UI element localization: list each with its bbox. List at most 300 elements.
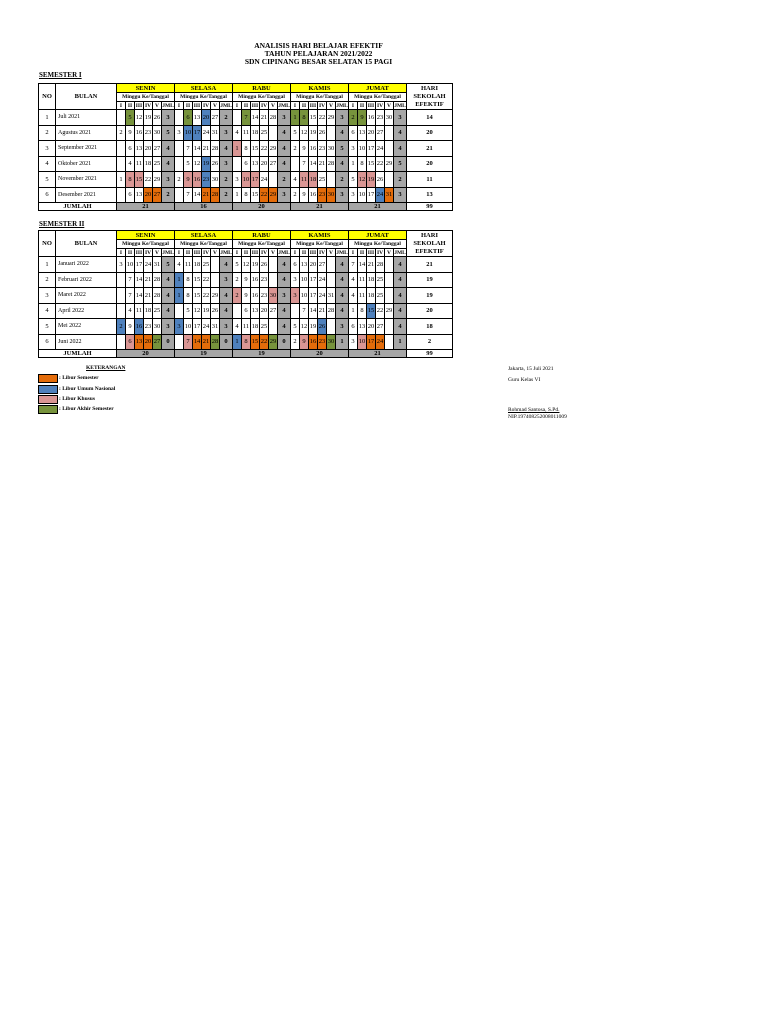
date-cell: 1	[233, 187, 242, 203]
date-cell	[117, 156, 126, 172]
minggu-header: Minggu Ke/Tanggal	[233, 240, 291, 249]
date-cell: 15	[251, 334, 260, 350]
date-cell: 9	[126, 319, 135, 335]
date-cell: 24	[376, 187, 385, 203]
date-cell: 20	[260, 303, 269, 319]
jml-cell: 4	[394, 319, 407, 335]
date-cell: 28	[153, 272, 162, 288]
jumlah-label: JUMLAH	[39, 350, 117, 358]
date-cell	[175, 187, 184, 203]
date-cell: 3	[291, 272, 300, 288]
date-cell: 14	[358, 257, 367, 273]
date-cell	[269, 125, 278, 141]
date-cell: 19	[309, 125, 318, 141]
date-cell: 16	[251, 288, 260, 304]
date-cell: 5	[233, 257, 242, 273]
date-cell: 18	[367, 272, 376, 288]
jml-cell: 4	[278, 141, 291, 157]
date-cell: 12	[300, 125, 309, 141]
jml-cell: 4	[394, 272, 407, 288]
date-cell	[269, 272, 278, 288]
jml-cell: 3	[220, 319, 233, 335]
date-cell	[175, 303, 184, 319]
date-cell: 18	[251, 125, 260, 141]
hari-efektif-cell: 13	[407, 187, 453, 203]
jml-header: JML	[394, 249, 406, 256]
date-cell: 28	[269, 110, 278, 126]
date-cell: 20	[144, 141, 153, 157]
date-cell: 18	[251, 319, 260, 335]
minggu-header: Minggu Ke/Tanggal	[117, 240, 175, 249]
no-header: NO	[39, 231, 56, 257]
date-cell: 15	[193, 272, 202, 288]
week-header: IV	[260, 102, 268, 109]
date-cell: 7	[300, 156, 309, 172]
jml-cell: 3	[278, 110, 291, 126]
week-header: III	[135, 249, 143, 256]
legend-swatch	[38, 374, 58, 383]
week-header: III	[135, 102, 143, 109]
date-cell: 3	[233, 172, 242, 188]
date-cell: 15	[251, 141, 260, 157]
date-cell	[117, 334, 126, 350]
date-cell: 21	[367, 257, 376, 273]
date-cell: 19	[251, 257, 260, 273]
date-cell: 10	[184, 125, 193, 141]
hari-efektif-cell: 14	[407, 110, 453, 126]
date-cell: 20	[202, 110, 211, 126]
date-cell: 10	[358, 141, 367, 157]
week-header: IV	[376, 102, 384, 109]
jml-cell: 0	[162, 334, 175, 350]
jml-header: JML	[278, 102, 290, 109]
signature-place-date: Jakarta, 15 Juli 2021	[508, 366, 554, 372]
date-cell: 29	[327, 110, 336, 126]
date-cell: 1	[175, 288, 184, 304]
date-cell: 21	[144, 288, 153, 304]
date-cell: 19	[309, 319, 318, 335]
week-header: I	[175, 102, 184, 110]
date-cell: 2	[291, 141, 300, 157]
date-cell: 24	[202, 319, 211, 335]
week-header: III	[193, 102, 201, 109]
date-cell	[291, 156, 300, 172]
date-cell	[291, 303, 300, 319]
date-cell: 5	[349, 172, 358, 188]
date-cell: 23	[202, 172, 211, 188]
date-cell	[269, 319, 278, 335]
date-cell	[117, 110, 126, 126]
date-cell: 11	[242, 125, 251, 141]
date-cell: 27	[153, 187, 162, 203]
date-cell: 5	[291, 319, 300, 335]
row-number: 5	[39, 172, 56, 188]
date-cell: 15	[135, 172, 144, 188]
date-cell: 4	[175, 257, 184, 273]
date-cell: 15	[193, 288, 202, 304]
jml-header: JML	[162, 102, 174, 109]
table-row	[39, 172, 453, 188]
no-header: NO	[39, 84, 56, 110]
week-header: V	[153, 249, 162, 257]
date-cell: 14	[193, 141, 202, 157]
date-cell: 7	[184, 187, 193, 203]
semester-2-table	[38, 230, 453, 358]
signature-role: Guru Kelas VI	[508, 377, 541, 383]
date-cell: 12	[193, 303, 202, 319]
jml-cell: 4	[394, 257, 407, 273]
date-cell: 13	[358, 319, 367, 335]
date-cell: 29	[269, 187, 278, 203]
month-name: Mei 2022	[56, 319, 117, 335]
date-cell: 27	[376, 125, 385, 141]
date-cell	[117, 187, 126, 203]
day-header-senin: SENIN	[117, 231, 175, 240]
week-header: V	[211, 102, 220, 110]
jml-header: JML	[162, 249, 174, 256]
date-cell: 22	[376, 303, 385, 319]
jml-header: JML	[278, 249, 290, 256]
date-cell	[327, 125, 336, 141]
row-number: 1	[39, 257, 56, 273]
date-cell: 22	[318, 110, 327, 126]
hari-efektif-header: HARI SEKOLAH EFEKTIF	[407, 231, 453, 257]
date-cell: 29	[385, 156, 394, 172]
date-cell: 10	[358, 334, 367, 350]
date-cell: 6	[291, 257, 300, 273]
jml-cell: 3	[394, 110, 407, 126]
date-cell: 3	[349, 334, 358, 350]
week-header: III	[251, 102, 259, 109]
date-cell: 23	[144, 125, 153, 141]
date-cell: 6	[349, 125, 358, 141]
table-row	[39, 334, 453, 350]
date-cell: 18	[367, 288, 376, 304]
date-cell	[233, 303, 242, 319]
legend-swatch	[38, 385, 58, 394]
jml-cell: 4	[162, 303, 175, 319]
week-header: V	[211, 249, 220, 257]
date-cell: 17	[367, 187, 376, 203]
jumlah-day-total: 16	[175, 203, 233, 211]
hari-efektif-cell: 20	[407, 303, 453, 319]
jml-cell: 3	[162, 110, 175, 126]
jumlah-day-total: 20	[233, 203, 291, 211]
hari-efektif-cell: 20	[407, 125, 453, 141]
date-cell: 29	[269, 334, 278, 350]
date-cell: 22	[202, 288, 211, 304]
legend-label: : Libur Semester	[59, 375, 99, 381]
date-cell: 8	[184, 288, 193, 304]
date-cell: 8	[242, 334, 251, 350]
week-header: IV	[144, 249, 152, 256]
date-cell: 13	[193, 110, 202, 126]
jml-cell: 3	[278, 288, 291, 304]
jumlah-day-total: 21	[291, 203, 349, 211]
date-cell: 4	[126, 303, 135, 319]
date-cell: 2	[291, 334, 300, 350]
day-header-selasa: SELASA	[175, 84, 233, 93]
month-name: Juli 2021	[56, 110, 117, 126]
date-cell	[117, 288, 126, 304]
jml-cell: 4	[220, 303, 233, 319]
date-cell	[385, 141, 394, 157]
jml-cell: 3	[336, 110, 349, 126]
date-cell: 14	[251, 110, 260, 126]
row-number: 2	[39, 272, 56, 288]
date-cell: 2	[117, 125, 126, 141]
jml-cell: 4	[394, 141, 407, 157]
jml-cell: 4	[394, 125, 407, 141]
date-cell: 8	[242, 141, 251, 157]
date-cell: 19	[367, 172, 376, 188]
day-header-kamis: KAMIS	[291, 84, 349, 93]
week-header: II	[184, 249, 193, 257]
date-cell: 2	[233, 272, 242, 288]
hari-efektif-cell: 21	[407, 257, 453, 273]
jml-cell: 3	[162, 319, 175, 335]
date-cell	[117, 272, 126, 288]
month-name: April 2022	[56, 303, 117, 319]
date-cell: 16	[135, 319, 144, 335]
date-cell: 10	[300, 288, 309, 304]
date-cell: 1	[175, 272, 184, 288]
week-header: I	[349, 249, 358, 257]
date-cell	[385, 125, 394, 141]
date-cell: 1	[117, 172, 126, 188]
date-cell: 21	[318, 303, 327, 319]
row-number: 2	[39, 125, 56, 141]
date-cell: 25	[260, 125, 269, 141]
week-header: IV	[376, 249, 384, 256]
date-cell: 24	[260, 172, 269, 188]
date-cell: 28	[211, 141, 220, 157]
week-header: III	[367, 102, 375, 109]
jml-cell: 2	[162, 187, 175, 203]
date-cell: 25	[202, 257, 211, 273]
date-cell	[327, 257, 336, 273]
table-row	[39, 125, 453, 141]
jml-header: JML	[220, 102, 232, 109]
week-header: V	[385, 249, 394, 257]
jml-cell: 2	[336, 172, 349, 188]
bulan-header: BULAN	[56, 231, 117, 257]
date-cell: 13	[358, 125, 367, 141]
date-cell	[175, 110, 184, 126]
month-name: November 2021	[56, 172, 117, 188]
date-cell: 11	[300, 172, 309, 188]
jml-cell: 4	[336, 156, 349, 172]
minggu-header: Minggu Ke/Tanggal	[117, 93, 175, 102]
signature-nip: NIP.197408252008011009	[508, 414, 567, 420]
date-cell: 6	[242, 303, 251, 319]
date-cell: 28	[327, 303, 336, 319]
jml-cell: 5	[162, 257, 175, 273]
date-cell: 10	[242, 172, 251, 188]
date-cell: 16	[309, 187, 318, 203]
date-cell: 4	[233, 125, 242, 141]
date-cell: 28	[211, 187, 220, 203]
week-header: V	[153, 102, 162, 110]
date-cell: 29	[385, 303, 394, 319]
date-cell: 27	[153, 141, 162, 157]
jml-cell: 2	[220, 172, 233, 188]
jml-cell: 3	[336, 319, 349, 335]
date-cell: 23	[318, 187, 327, 203]
date-cell: 14	[135, 272, 144, 288]
week-header: III	[193, 249, 201, 256]
jml-cell: 2	[394, 172, 407, 188]
date-cell: 23	[144, 319, 153, 335]
date-cell: 14	[309, 156, 318, 172]
month-name: Oktober 2021	[56, 156, 117, 172]
jml-cell: 4	[336, 303, 349, 319]
jml-header: JML	[220, 249, 232, 256]
jml-header: JML	[394, 102, 406, 109]
jml-header: JML	[336, 102, 348, 109]
date-cell: 10	[184, 319, 193, 335]
hari-efektif-cell: 2	[407, 334, 453, 350]
date-cell: 23	[376, 110, 385, 126]
date-cell: 4	[349, 272, 358, 288]
date-cell: 30	[327, 187, 336, 203]
table-row	[39, 319, 453, 335]
date-cell: 16	[193, 172, 202, 188]
date-cell: 28	[153, 288, 162, 304]
week-header: IV	[260, 249, 268, 256]
jumlah-day-total: 21	[349, 350, 407, 358]
date-cell: 21	[202, 141, 211, 157]
jml-cell: 1	[394, 334, 407, 350]
date-cell: 20	[144, 334, 153, 350]
day-header-jumat: JUMAT	[349, 84, 407, 93]
week-header: II	[242, 249, 251, 257]
week-header: V	[327, 102, 336, 110]
date-cell	[175, 334, 184, 350]
date-cell: 28	[211, 334, 220, 350]
date-cell	[385, 257, 394, 273]
jml-cell: 2	[220, 110, 233, 126]
date-cell: 22	[260, 187, 269, 203]
week-header: II	[242, 102, 251, 110]
week-header: II	[358, 102, 367, 110]
date-cell: 20	[144, 187, 153, 203]
month-name: Februari 2022	[56, 272, 117, 288]
week-header: III	[309, 249, 317, 256]
jumlah-day-total: 20	[117, 350, 175, 358]
jumlah-day-total: 21	[117, 203, 175, 211]
date-cell: 20	[309, 257, 318, 273]
date-cell: 19	[202, 303, 211, 319]
date-cell: 31	[327, 288, 336, 304]
jml-cell: 4	[336, 257, 349, 273]
jml-cell: 4	[162, 141, 175, 157]
table-row	[39, 141, 453, 157]
date-cell: 19	[202, 156, 211, 172]
jumlah-day-total: 21	[349, 203, 407, 211]
jumlah-label: JUMLAH	[39, 203, 117, 211]
row-number: 4	[39, 156, 56, 172]
week-header: IV	[202, 249, 210, 256]
date-cell	[385, 319, 394, 335]
date-cell: 9	[300, 187, 309, 203]
day-header-senin: SENIN	[117, 84, 175, 93]
date-cell: 9	[300, 141, 309, 157]
week-header: I	[291, 249, 300, 257]
minggu-header: Minggu Ke/Tanggal	[349, 240, 407, 249]
date-cell: 1	[349, 303, 358, 319]
date-cell: 6	[349, 319, 358, 335]
week-header: I	[175, 249, 184, 257]
date-cell: 9	[242, 272, 251, 288]
legend-swatch	[38, 405, 58, 414]
hari-efektif-cell: 11	[407, 172, 453, 188]
date-cell: 21	[202, 187, 211, 203]
month-name: Januari 2022	[56, 257, 117, 273]
minggu-header: Minggu Ke/Tanggal	[291, 93, 349, 102]
date-cell	[211, 272, 220, 288]
date-cell: 27	[269, 303, 278, 319]
week-header: V	[269, 249, 278, 257]
month-name: September 2021	[56, 141, 117, 157]
jml-cell: 5	[394, 156, 407, 172]
date-cell: 22	[260, 334, 269, 350]
date-cell: 26	[153, 110, 162, 126]
date-cell: 27	[269, 156, 278, 172]
jml-cell: 4	[220, 257, 233, 273]
date-cell: 30	[269, 288, 278, 304]
jml-cell: 3	[220, 156, 233, 172]
date-cell: 27	[376, 319, 385, 335]
date-cell: 5	[126, 110, 135, 126]
jml-cell: 3	[220, 272, 233, 288]
date-cell: 17	[309, 272, 318, 288]
day-header-kamis: KAMIS	[291, 231, 349, 240]
date-cell: 25	[153, 156, 162, 172]
week-header: I	[117, 102, 126, 110]
date-cell: 11	[242, 319, 251, 335]
date-cell	[117, 141, 126, 157]
date-cell: 26	[318, 125, 327, 141]
date-cell: 7	[126, 272, 135, 288]
date-cell: 17	[309, 288, 318, 304]
table-row	[39, 156, 453, 172]
date-cell: 17	[135, 257, 144, 273]
date-cell: 28	[327, 156, 336, 172]
date-cell: 8	[300, 110, 309, 126]
date-cell: 8	[126, 172, 135, 188]
date-cell: 6	[126, 141, 135, 157]
date-cell: 6	[126, 334, 135, 350]
jml-cell: 3	[278, 187, 291, 203]
row-number: 3	[39, 288, 56, 304]
date-cell: 22	[144, 172, 153, 188]
jml-cell: 3	[220, 125, 233, 141]
week-header: IV	[318, 249, 326, 256]
date-cell: 27	[153, 334, 162, 350]
day-header-rabu: RABU	[233, 84, 291, 93]
week-header: V	[269, 102, 278, 110]
jml-cell: 4	[278, 319, 291, 335]
date-cell: 21	[260, 110, 269, 126]
date-cell: 30	[327, 141, 336, 157]
hari-efektif-cell: 19	[407, 272, 453, 288]
row-number: 6	[39, 334, 56, 350]
week-header: I	[291, 102, 300, 110]
date-cell: 13	[251, 303, 260, 319]
date-cell: 1	[349, 156, 358, 172]
doc-title-2: TAHUN PELAJARAN 2021/2022	[264, 49, 373, 58]
